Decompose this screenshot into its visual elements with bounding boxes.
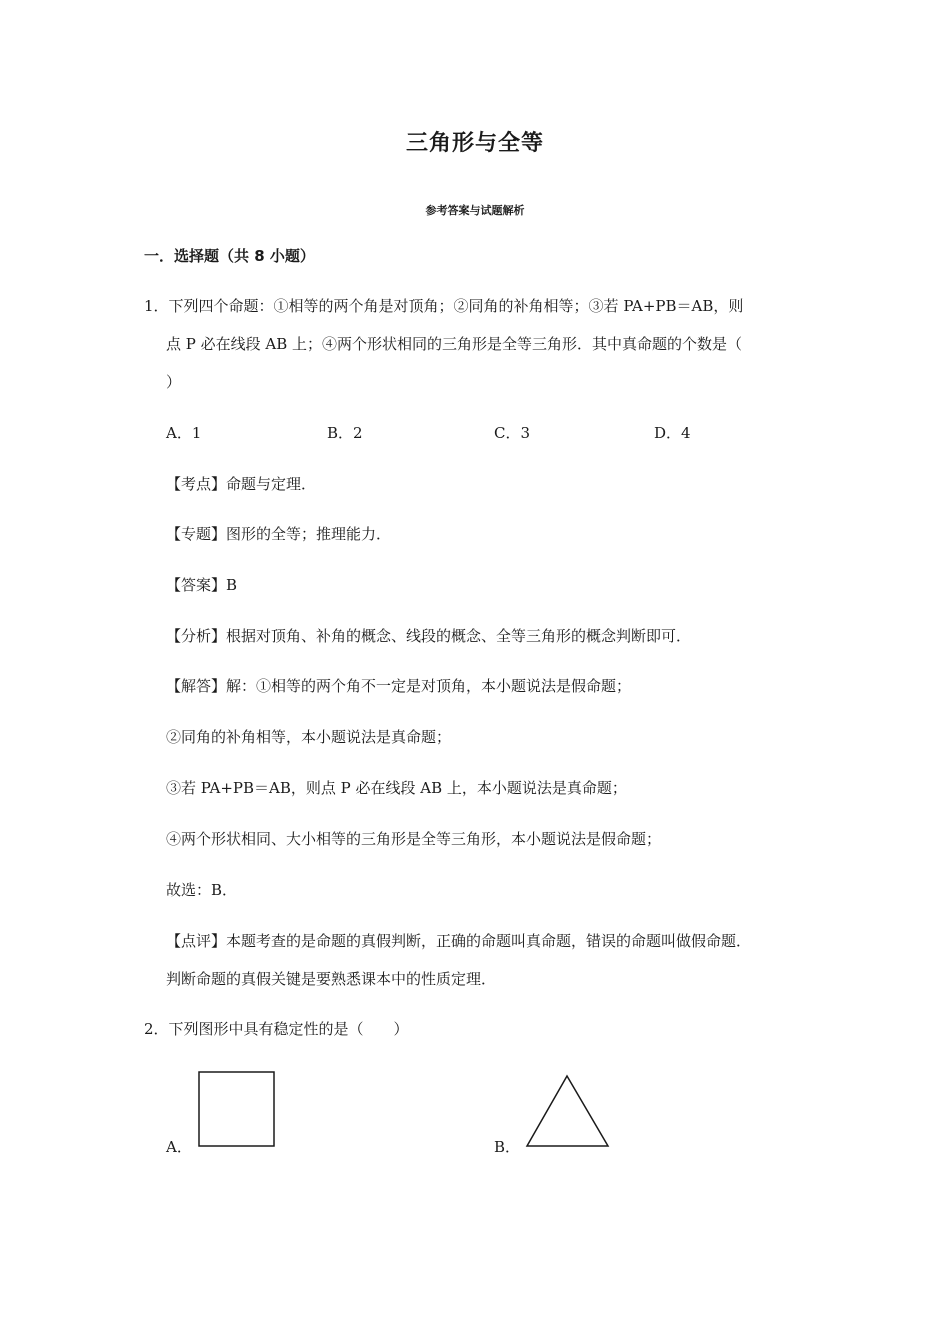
q1-fenxi: 【分析】根据对顶角、补角的概念、线段的概念、全等三角形的概念判断即可． xyxy=(166,627,692,645)
q1-dianping-line1: 【点评】本题考查的是命题的真假判断，正确的命题叫真命题，错误的命题叫做假命题． xyxy=(166,932,752,950)
q1-jieda-line4: ④两个形状相同、大小相等的三角形是全等三角形，本小题说法是假命题； xyxy=(166,830,662,848)
q1-stem-line2: 点 P 必在线段 AB 上；④两个形状相同的三角形是全等三角形．其中真命题的个数是（ xyxy=(166,335,743,353)
q1-zhuanti: 【专题】图形的全等；推理能力． xyxy=(166,525,392,543)
q2-option-b-label: B． xyxy=(494,1138,521,1156)
square-shape xyxy=(199,1072,274,1146)
q1-stem-line3: ） xyxy=(166,373,182,391)
q2-option-b-triangle-figure xyxy=(524,1074,610,1148)
q1-option-b: B．2 xyxy=(327,424,363,442)
q2-option-a-label: A． xyxy=(166,1138,192,1156)
q1-answer: 【答案】B xyxy=(166,576,238,594)
q1-option-d: D．4 xyxy=(654,424,691,442)
q1-guxuan: 故选：B． xyxy=(166,881,238,899)
q2-option-a-square-figure xyxy=(197,1070,277,1148)
section-heading: 一．选择题（共 8 小题） xyxy=(144,247,315,265)
q1-jieda-line1: 【解答】解：①相等的两个角不一定是对顶角，本小题说法是假命题； xyxy=(166,677,632,695)
q1-stem-line1: 1．下列四个命题：①相等的两个角是对顶角；②同角的补角相等；③若 PA+PB＝AB，则 xyxy=(144,297,744,315)
q1-option-c: C．3 xyxy=(494,424,531,442)
triangle-shape xyxy=(527,1076,608,1146)
page-subtitle: 参考答案与试题解析 xyxy=(425,204,525,217)
q1-dianping-line2: 判断命题的真假关键是要熟悉课本中的性质定理． xyxy=(166,970,497,988)
q2-stem: 2．下列图形中具有稳定性的是（ ） xyxy=(144,1020,409,1038)
q1-option-a: A．1 xyxy=(166,424,202,442)
q1-kaodian: 【考点】命题与定理． xyxy=(166,475,317,493)
page-title: 三角形与全等 xyxy=(405,131,544,156)
q1-jieda-line3: ③若 PA+PB＝AB，则点 P 必在线段 AB 上，本小题说法是真命题； xyxy=(166,779,627,797)
q1-jieda-line2: ②同角的补角相等，本小题说法是真命题； xyxy=(166,728,452,746)
